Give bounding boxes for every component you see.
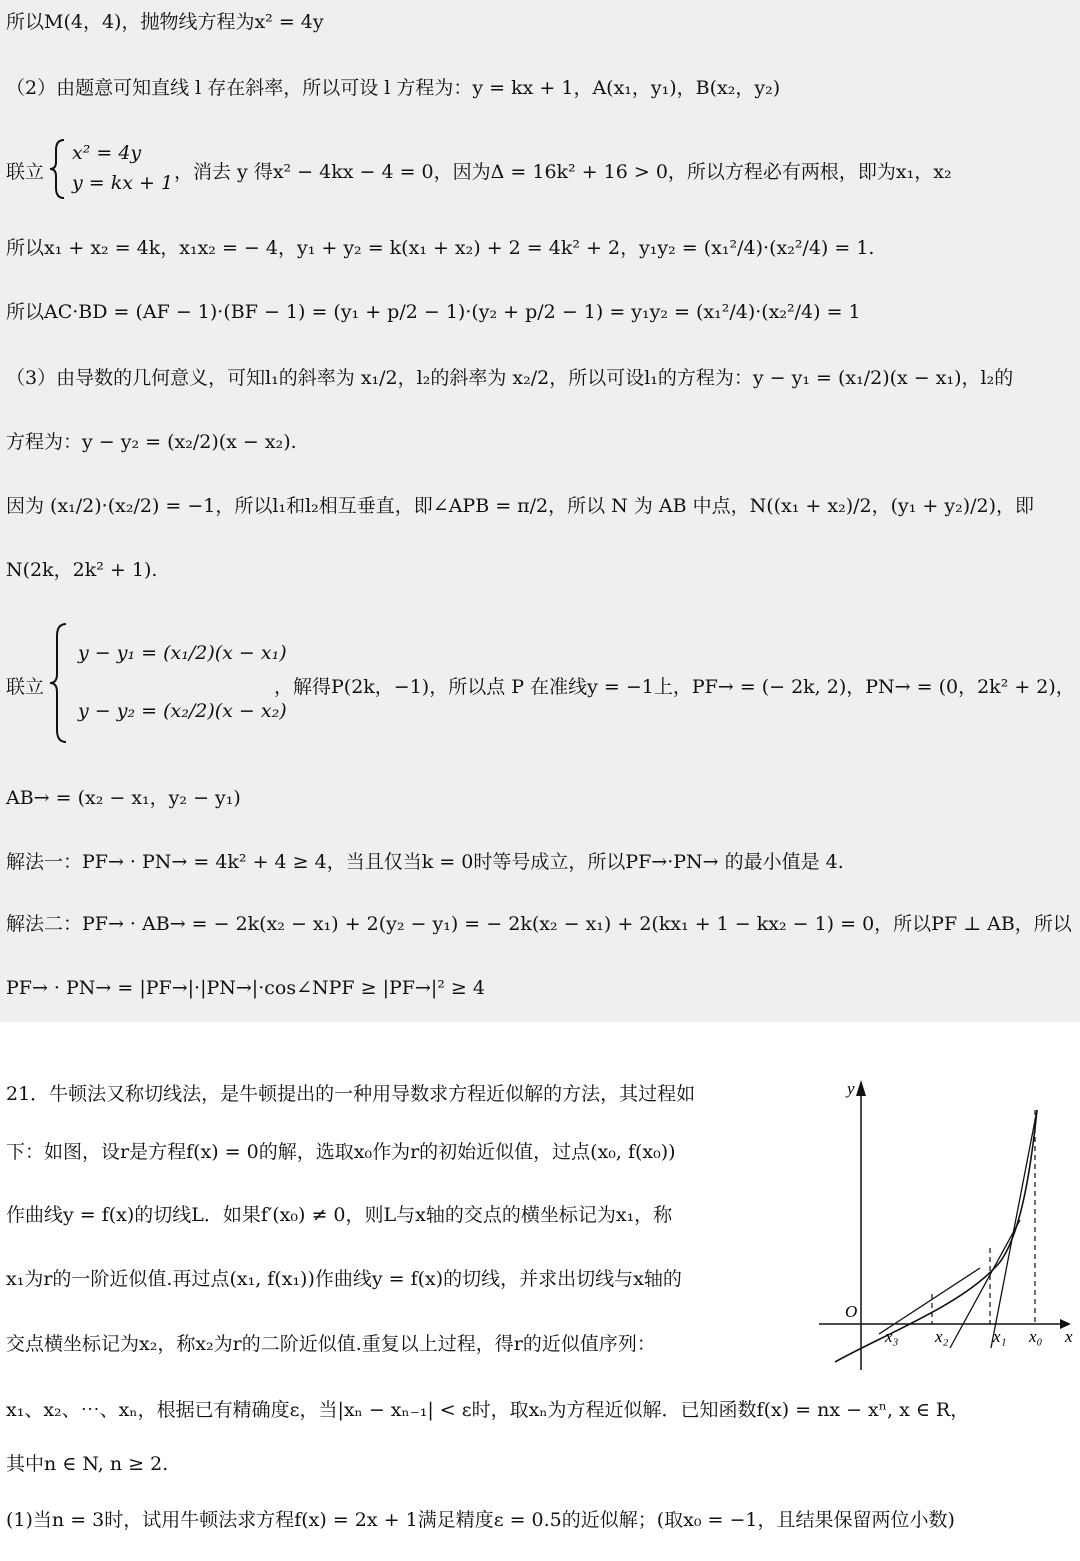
equation-tangent-2: y − y₂ = (x₂/2)(x − x₂) (78, 700, 287, 722)
solution-line-12: PF→ · PN→ = |PF→|·|PN→|·cos∠NPF ≥ |PF→|² ≥ 4 (6, 977, 485, 999)
x-axis-label: x (1065, 1327, 1073, 1346)
solution-line-4: 所以AC·BD = (AF − 1)·(BF − 1) = (y₁ + p/2 − 1)·(y₂ + p/2 − 1) = y₁y₂ = (x₁²/4)·(x₂²/4) = 1 (6, 301, 861, 323)
solution-line-9: AB→ = (x₂ − x₁，y₂ − y₁) (6, 787, 241, 809)
y-axis-label: y (847, 1079, 855, 1098)
origin-label: O (845, 1302, 858, 1321)
system-of-equations-1 (6, 138, 1076, 200)
solution-line-7: 因为 (x₁/2)·(x₂/2) = −1，所以l₁和l₂相互垂直，即∠APB = π/2，所以 N 为 AB 中点，N((x₁ + x₂)/2，(y₁ + y₂)/2)，即 (6, 495, 1035, 517)
equation-tangent-1: y − y₁ = (x₁/2)(x − x₁) (78, 642, 287, 664)
newton-method-diagram (815, 1072, 1080, 1372)
question-line-8: (1)当n = 3时，试用牛顿法求方程f(x) = 2x + 1满足精度ε = 0.5的近似解；(取x₀ = −1，且结果保留两位小数) (6, 1509, 955, 1531)
solution-line-8: N(2k，2k² + 1). (6, 559, 158, 581)
system-result: ，解得P(2k，−1)，所以点 P 在准线y = −1上，PF→ = (− 2k, 2)，PN→ = (0，2k² + 2)， (274, 676, 1075, 698)
question-line-5: 交点横坐标记为x₂，称x₂为r的二阶近似值.重复以上过程，得r的近似值序列： (6, 1333, 656, 1355)
y-axis-arrow-icon (856, 1080, 866, 1096)
newton-method-figure (815, 1072, 1080, 1372)
system-result: ，消去 y 得x² − 4kx − 4 = 0，因为Δ = 16k² + 16 > 0，所以方程必有两根，即为x₁，x₂ (174, 161, 952, 183)
tangent-at-x1 (950, 1220, 1020, 1348)
label-x3: x₃ (885, 1327, 899, 1346)
question-line-1: 21．牛顿法又称切线法，是牛顿提出的一种用导数求方程近似解的方法，其过程如 (6, 1083, 696, 1105)
question-line-2: 下：如图，设r是方程f(x) = 0的解，选取x₀作为r的初始近似值，过点(x₀, f(x₀)) (6, 1141, 676, 1163)
label-x2: x₂ (935, 1327, 949, 1346)
left-brace-icon (48, 138, 68, 200)
left-brace-icon (48, 622, 70, 744)
equation-parabola: x² = 4y (72, 142, 142, 164)
solution-line-11: 解法二：PF→ · AB→ = − 2k(x₂ − x₁) + 2(y₂ − y₁) = − 2k(x₂ − x₁) + 2(kx₁ + 1 − kx₂ − 1) = 0，所以PF ⊥ AB，所以 (6, 913, 1072, 935)
solution-line-5: （3）由导数的几何意义，可知l₁的斜率为 x₁/2，l₂的斜率为 x₂/2，所以可设l₁的方程为：y − y₁ = (x₁/2)(x − x₁)，l₂的 (6, 367, 1014, 389)
solution-line-10: 解法一：PF→ · PN→ = 4k² + 4 ≥ 4，当且仅当k = 0时等号成立，所以PF→·PN→ 的最小值是 4. (6, 851, 844, 873)
question-line-4: x₁为r的一阶近似值.再过点(x₁, f(x₁))作曲线y = f(x)的切线，并求出切线与x轴的 (6, 1268, 682, 1290)
question-line-3: 作曲线y = f(x)的切线L．如果f′(x₀) ≠ 0，则L与x轴的交点的横坐标记为x₁，称 (6, 1204, 673, 1226)
solution-line-6: 方程为：y − y₂ = (x₂/2)(x − x₂). (6, 431, 297, 453)
question-line-6: x₁、x₂、⋯、xₙ，根据已有精确度ε，当|xₙ − xₙ₋₁| < ε时，取xₙ为方程近似解．已知函数f(x) = nx − xⁿ, x ∈ R， (6, 1399, 970, 1421)
solution-line-2: （2）由题意可知直线 l 存在斜率，所以可设 l 方程为：y = kx + 1，A(x₁，y₁)，B(x₂，y₂) (6, 77, 781, 99)
system-label: 联立 (6, 161, 45, 183)
tangent-at-x0 (991, 1110, 1037, 1348)
system-label: 联立 (6, 676, 45, 698)
solution-line-3: 所以x₁ + x₂ = 4k，x₁x₂ = − 4，y₁ + y₂ = k(x₁ + x₂) + 2 = 4k² + 2，y₁y₂ = (x₁²/4)·(x₂²/4) = 1. (6, 237, 875, 259)
label-x0: x₀ (1029, 1327, 1043, 1346)
label-x1: x₁ (993, 1327, 1007, 1346)
question-line-7: 其中n ∈ N, n ≥ 2. (6, 1453, 169, 1475)
system-of-equations-2 (6, 622, 1076, 744)
equation-line: y = kx + 1 (72, 172, 174, 194)
solution-line-1: 所以M(4，4)，抛物线方程为x² = 4y (6, 11, 324, 33)
